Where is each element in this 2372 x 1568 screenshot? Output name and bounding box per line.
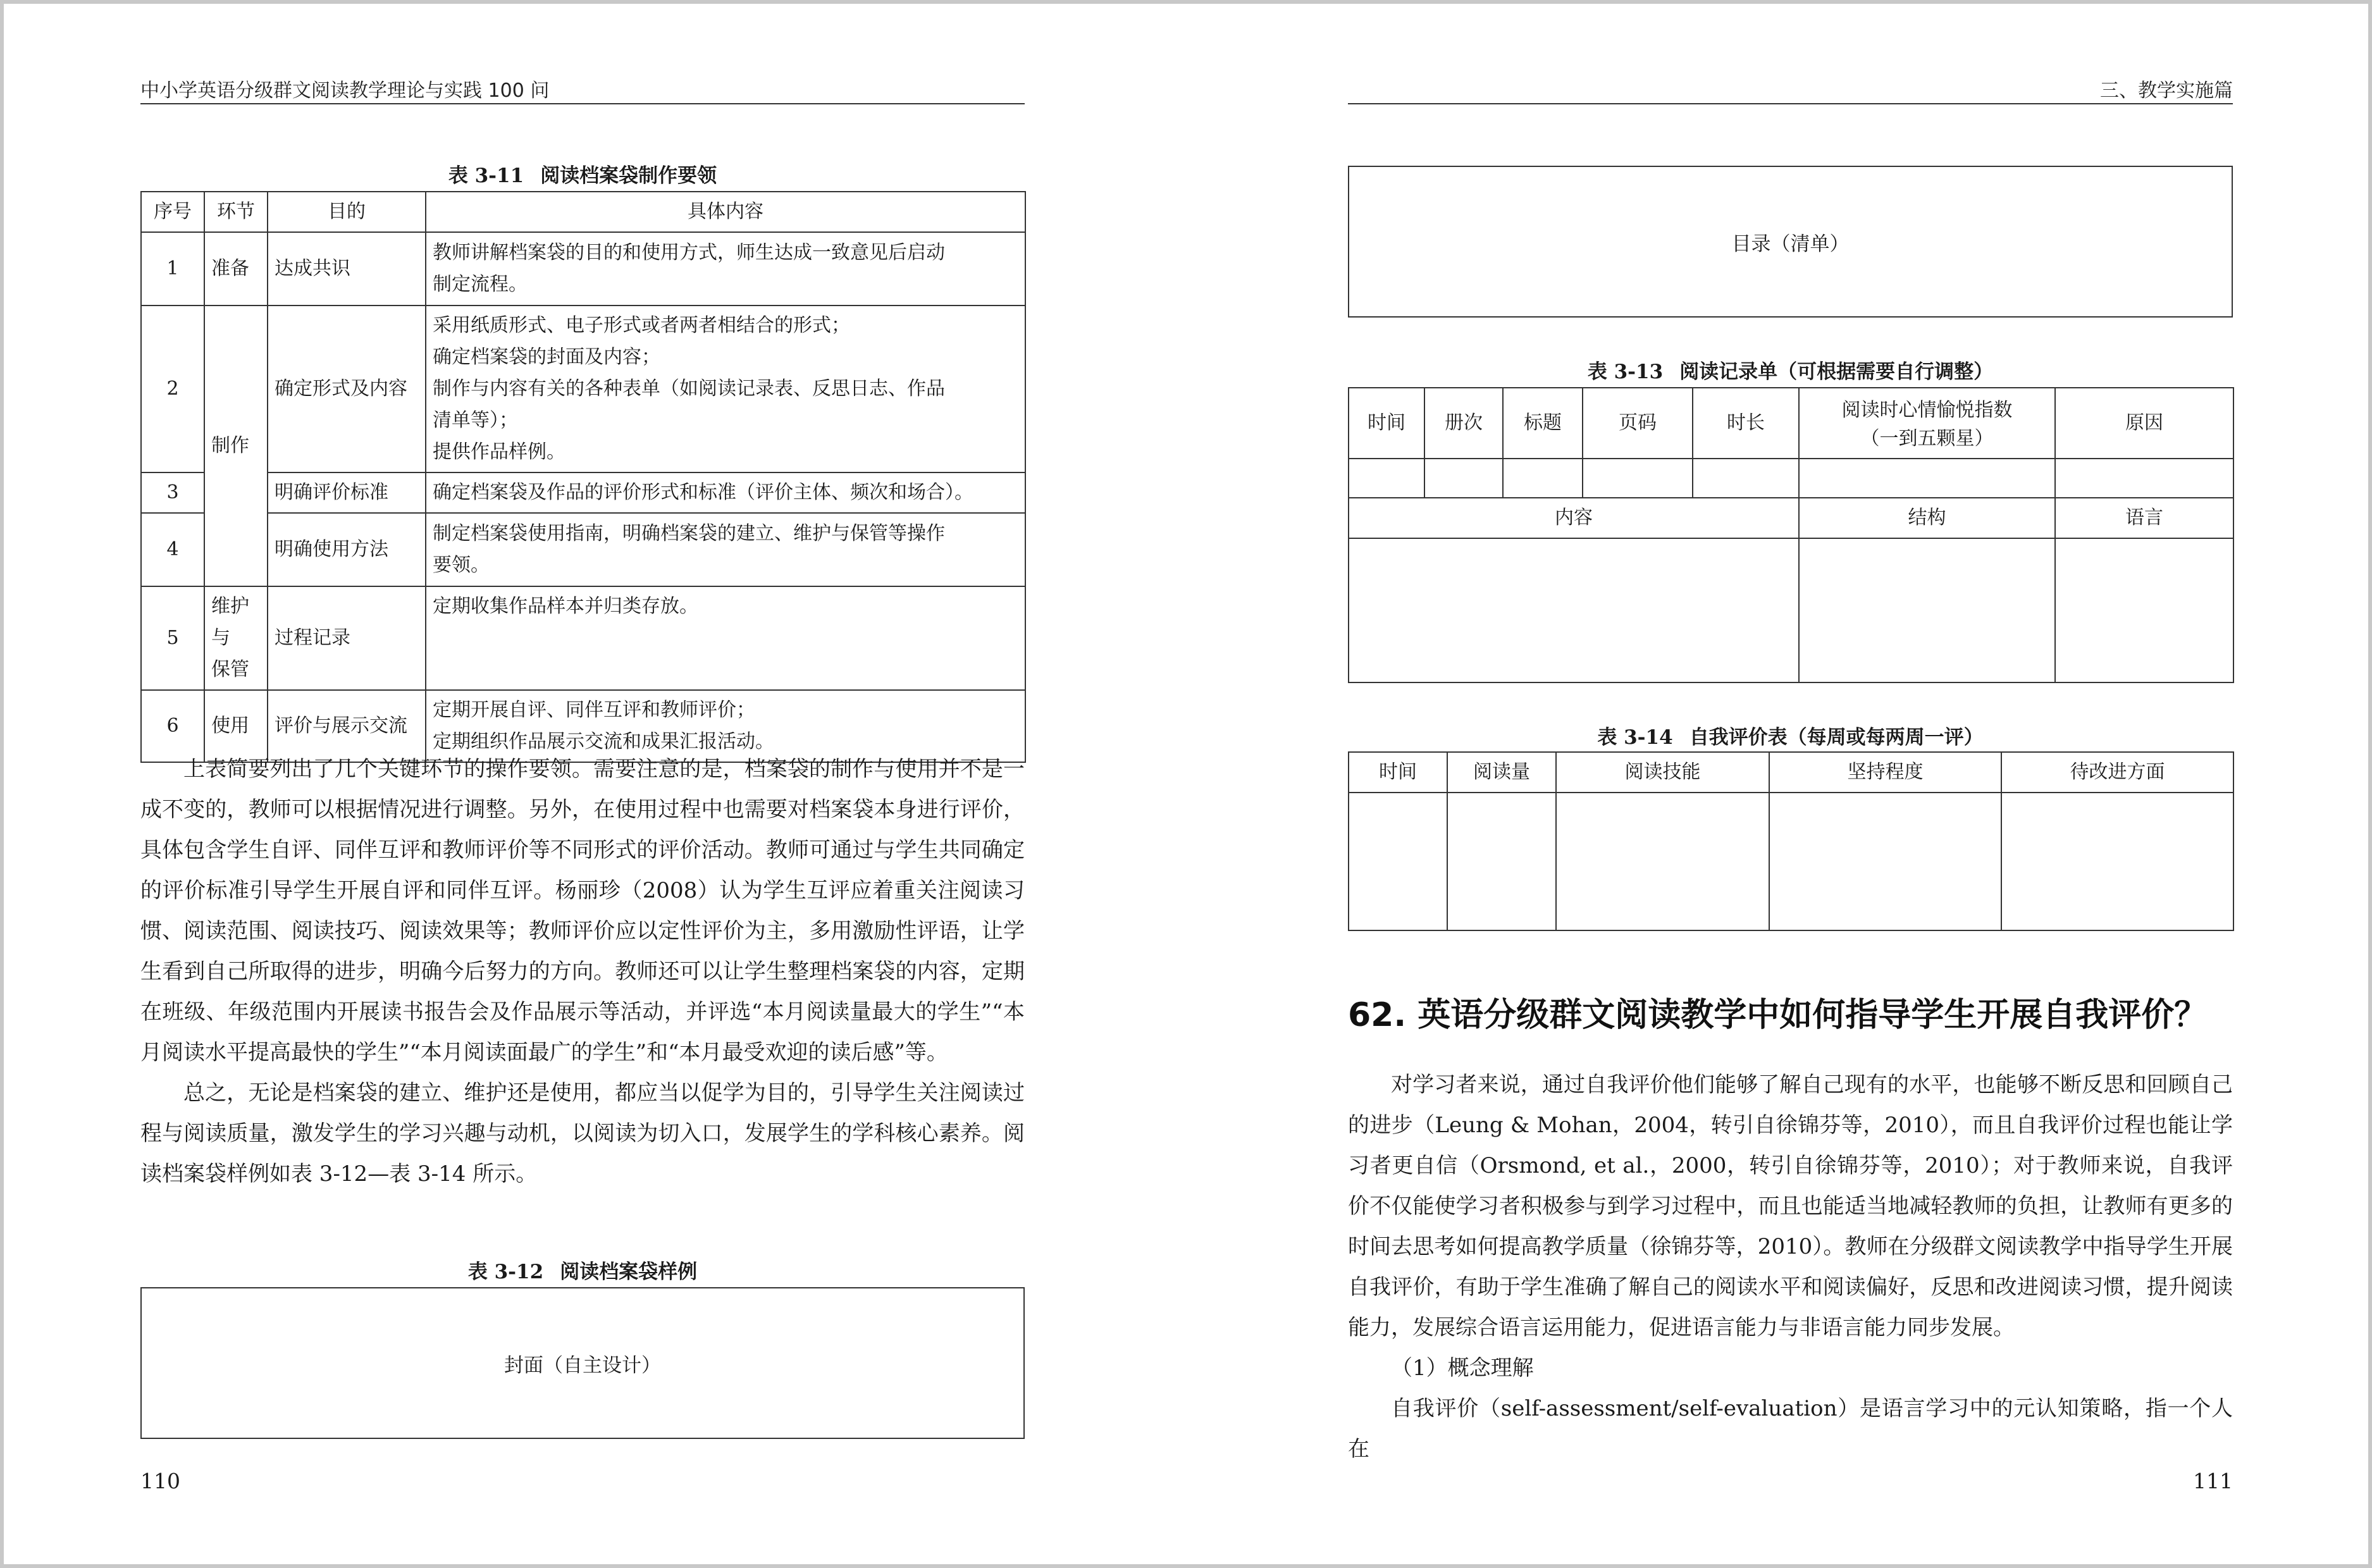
header-reading-amount: 阅读量 [1447,752,1556,793]
header-volume: 册次 [1424,388,1503,459]
row-purpose: 达成共识 [268,232,426,306]
row-no: 5 [141,586,204,690]
blank-cell [1769,793,2001,930]
table-3-11 [140,191,1026,763]
table-row [1349,538,2233,682]
row-purpose: 明确使用方法 [268,513,426,586]
row-no: 2 [141,306,204,472]
blank-cell [1424,459,1503,498]
blank-cell [2055,538,2233,682]
content-line: 制作与内容有关的各种表单（如阅读记录表、反思日志、作品 [433,378,945,400]
row-no: 4 [141,513,204,586]
content-line: 采用纸质形式、电子形式或者两者相结合的形式； [433,314,850,336]
blank-cell [1349,793,1447,930]
row-purpose: 评价与展示交流 [268,690,426,762]
header-joy-index [1799,388,2055,459]
header-sub-language: 语言 [2055,498,2233,538]
content-line: 确定档案袋及作品的评价形式和标准（评价主体、频次和场合）。 [433,481,973,503]
header-purpose: 目的 [268,192,426,232]
row-content [426,586,1025,690]
header-persistence: 坚持程度 [1769,752,2001,793]
table-3-11-number: 表 3-11 [448,164,524,187]
table-3-14-title: 自我评价表（每周或每两周一评） [1689,726,1984,749]
table-row [141,232,1025,306]
row-content [426,232,1025,306]
content-line: 定期开展自评、同伴互评和教师评价； [433,699,755,721]
left-running-head: 中小学英语分级群文阅读教学理论与实践 100 问 [140,80,550,102]
row-purpose: 确定形式及内容 [268,306,426,472]
toc-box [1348,166,2233,318]
blank-cell [1349,538,1799,682]
row-no: 3 [141,472,204,513]
row-no: 1 [141,232,204,306]
right-page [1186,0,2372,1568]
content-line: 提供作品样例。 [433,441,565,463]
paragraph: 上表简要列出了几个关键环节的操作要领。需要注意的是，档案袋的制作与使用并不是一成不变的，教师可以根据情况进行调整。另外，在使用过程中也需要对档案袋本身进行评价，具体包含学生自评、同伴互评和教师评价等不同形式的评价活动。教师可通过与学生共同确定的评价标准引导学生开展自评和同伴互评。杨丽珍（2008）认为学生互评应着重关注阅读习惯、阅读范围、阅读技巧、阅读效果等；教师评价应以定性评价为主，多用激励性评语，让学生看到自己所取得的进步，明确今后努力的方向。教师还可以让学生整理档案袋的内容，定期在班级、年级范围内开展读书报告会及作品展示等活动，并评选“本月阅读量最大的学生”“本月阅读水平提高最快的学生”“本月阅读面最广的学生”和“本月最受欢迎的读后感”等。 [140,756,1025,1065]
blank-cell [1799,459,2055,498]
paragraph: 对学习者来说，通过自我评价他们能够了解自己现有的水平，也能够不断反思和回顾自己的进步（Leung & Mohan，2004，转引自徐锦芬等，2010），而且自我评价过程也能让学习者更自信（Orsmond, et al.，2000，转引自徐锦芬等，2010）；对于教师来说，自我评价不仅能使学习者积极参与到学习过程中，而且也能适当地减轻教师的负担，让教师有更多的时间去思考如何提高教学质量（徐锦芬等，2010）。教师在分级群文阅读教学中指导学生开展自我评价，有助于学生准确了解自己的阅读水平和阅读偏好，反思和改进阅读习惯，提升阅读能力，发展综合语言运用能力，促进语言能力与非语言能力同步发展。 [1348,1072,2233,1340]
header-reason: 原因 [2055,388,2233,459]
toc-text: 目录（清单） [1731,232,1850,256]
table-3-14-number: 表 3-14 [1597,726,1673,749]
table-row [141,586,1025,690]
table-3-13 [1348,387,2234,683]
left-body-text [140,749,1025,1194]
table-row [141,472,1025,513]
blank-cell [1799,538,2055,682]
paragraph: 总之，无论是档案袋的建立、维护还是使用，都应当以促学为目的，引导学生关注阅读过程与阅读质量，激发学生的学习兴趣与动机，以阅读为切入口，发展学生的学科核心素养。阅读档案袋样例如表 3-12—表 3-14 所示。 [140,1080,1025,1187]
content-line: 确定档案袋的封面及内容； [433,346,660,368]
blank-cell [2001,793,2233,930]
row-purpose: 过程记录 [268,586,426,690]
blank-cell [2055,459,2233,498]
header-time: 时间 [1349,388,1424,459]
row-content [426,472,1025,513]
table-3-12-title: 阅读档案袋样例 [560,1261,698,1283]
content-line: 要领。 [433,554,490,576]
content-line: 制定流程。 [433,273,528,295]
cover-text: 封面（自主设计） [504,1354,661,1377]
row-no: 6 [141,690,204,762]
row-content [426,513,1025,586]
header-time: 时间 [1349,752,1447,793]
blank-cell [1583,459,1693,498]
content-line: 定期组织作品展示交流和成果汇报活动。 [433,731,774,753]
joy-header-line: 阅读时心情愉悦指数 [1841,399,2013,421]
table-3-14-caption [1348,721,2233,750]
right-running-head: 三、教学实施篇 [2100,80,2233,102]
row-content [426,306,1025,472]
left-page-number: 110 [140,1469,180,1493]
right-head-rule [1348,103,2233,104]
right-body-text [1348,1065,2233,1469]
subheading: （1）概念理解 [1391,1355,1534,1381]
table-3-14 [1348,751,2234,931]
header-reading-skills: 阅读技能 [1556,752,1769,793]
table-3-12-caption [140,1256,1025,1284]
row-stage: 准备 [204,232,268,306]
right-page-number: 111 [2193,1469,2233,1493]
header-sub-content: 内容 [1349,498,1799,538]
blank-cell [1503,459,1583,498]
header-stage: 环节 [204,192,268,232]
paragraph: 自我评价（self-assessment/self-evaluation）是语言学习中的元认知策略，指一个人在 [1348,1396,2233,1462]
header-title: 标题 [1503,388,1583,459]
header-pages: 页码 [1583,388,1693,459]
section-title: 62. 英语分级群文阅读教学中如何指导学生开展自我评价？ [1348,996,2208,1034]
table-3-11-title: 阅读档案袋制作要领 [540,164,717,187]
table-3-12-number: 表 3-12 [467,1261,544,1283]
header-no: 序号 [141,192,204,232]
row-stage: 使用 [204,690,268,762]
table-row [1349,459,2233,498]
row-stage: 制作 [204,306,268,586]
content-line: 定期收集作品样本并归类存放。 [433,595,698,617]
header-duration: 时长 [1693,388,1799,459]
stage-line: 保管 [211,658,249,681]
content-line: 教师讲解档案袋的目的和使用方式，师生达成一致意见后启动 [433,242,945,264]
left-head-rule [140,103,1025,104]
table-row [141,306,1025,472]
blank-cell [1349,459,1424,498]
blank-cell [1693,459,1799,498]
content-line: 清单等）； [433,409,518,431]
table-3-13-number: 表 3-13 [1587,361,1664,383]
cover-box [140,1287,1025,1439]
table-row [141,513,1025,586]
table-3-13-title: 阅读记录单（可根据需要自行调整） [1679,361,1994,383]
blank-cell [1447,793,1556,930]
joy-header-line: （一到五颗星） [1860,428,1994,450]
row-purpose: 明确评价标准 [268,472,426,513]
blank-cell [1556,793,1769,930]
content-line: 制定档案袋使用指南，明确档案袋的建立、维护与保管等操作 [433,522,945,545]
row-stage [204,586,268,690]
header-sub-structure: 结构 [1799,498,2055,538]
table-3-13-caption [1348,355,2233,384]
table-row [1349,793,2233,930]
table-3-11-caption [140,159,1025,188]
stage-line: 维护与 [211,595,249,649]
header-content: 具体内容 [426,192,1025,232]
header-to-improve: 待改进方面 [2001,752,2233,793]
